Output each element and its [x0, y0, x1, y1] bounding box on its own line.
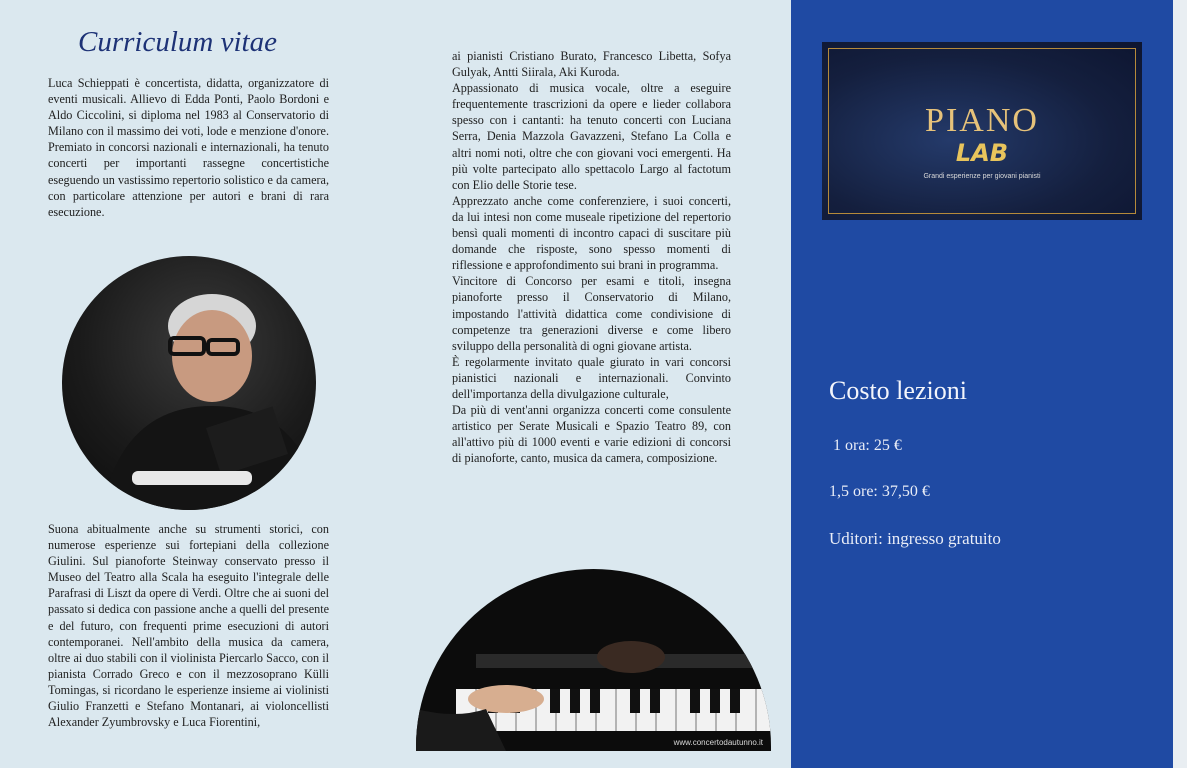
cost-one-hour: 1 ora: 25 € — [833, 437, 902, 454]
cost-one-and-half-hours: 1,5 ore: 37,50 € — [829, 483, 930, 500]
right-edge-strip — [1173, 0, 1187, 768]
logo-word-lab: LAB — [955, 139, 1009, 167]
cv-text-lecturer: Apprezzato anche come conferenziere, i suoi concerti, da lui intesi non come museale ripetizione del repertorio bensì quali momenti di incontro capaci di suscitare più domande che risposte, sono spesso momenti di riflessione e approfondimento sui brani in programma. — [452, 193, 731, 273]
portrait-illustration — [62, 256, 316, 510]
cv-text-organizer: Da più di vent'anni organizza concerti come consulente artistico per Serate Musicali e Spazio Teatro 89, con all'attivo più di 1000 eventi e varie edizioni di concorsi di pianoforte, canto, musica da camera, composizione. — [452, 403, 731, 466]
logo-word-piano: PIANO — [925, 102, 1039, 139]
cv-paragraph-1: Luca Schieppati è concertista, didatta, organizzatore di eventi musicali. Allievo di Edda Ponti, Paolo Bordoni e Aldo Ciccolini, si diploma nel 1983 al Conservatorio di Milano con il massimo dei voti, lode e menzione d'onore. Premiato in concorsi nazionali e internazionali, ha tenuto concerti per importanti rassegne concertistiche eseguendo un vastissimo repertorio solistico e da camera, con particolare attenzione per autori e brani di rara esecuzione. — [48, 76, 329, 219]
cv-text-teaching: Vincitore di Concorso per esami e titoli, insegna pianoforte presso il Conservatorio di Milano, impostando l'attività didattica come condivisione di competenze tra generazioni diverse e come libero sviluppo della personalità di ogni giovane artista. — [452, 274, 731, 353]
cv-text-pianists: ai pianisti Cristiano Burato, Francesco Libetta, Sofya Gulyak, Antti Siirala, Aki Kuroda. — [452, 49, 731, 80]
cv-paragraph-2: Suona abitualmente anche su strumenti storici, con numerose esperienze sui fortepiani della collezione Giulini. Sul pianoforte Steinway conservato presso il Museo del Teatro alla Scala ha eseguito l'integrale delle Parafrasi di Liszt da opere di Verdi. Oltre che ai suoni del passato si dedica con passione anche a quelli del presente e del futuro, con frequenti prime esecuzioni di autori contemporanei. Nell'ambito della musica da camera, oltre ai duo stabili con il violinista Piercarlo Sacco, con il pianista Corrado Greco e con il mezzosoprano Külli Tomingas, si ricordano le esperienze insieme ai violinisti Giulio Franzetti e Stefano Montanari, ai violoncellisti Alexander Zyumbrovsky e Luca Fiorentini, — [48, 522, 329, 730]
portrait-photo — [62, 256, 316, 510]
cv-title: Curriculum vitae — [78, 26, 277, 58]
piano-lab-logo — [822, 42, 1142, 220]
cv-column-2-text — [452, 48, 731, 466]
photo-credit: www.concertodautunno.it — [673, 738, 763, 747]
cost-listeners: Uditori: ingresso gratuito — [829, 529, 1001, 548]
logo-tagline: Grandi esperienze per giovani pianisti — [923, 173, 1041, 180]
cv-text-vocal: Appassionato di musica vocale, oltre a eseguire frequentemente trascrizioni da opere e lieder collabora spesso con i cantanti: ha tenuto concerti con Luciana Serra, Denia Mazzola Gavazzeni, Stefano La Colla e altri nomi noti, oltre che con giovani voci emergenti. Ha più volte partecipato allo spettacolo Largo al factotum con Elio delle Storie tese. — [452, 81, 731, 192]
cv-text-juror: È regolarmente invitato quale giurato in vari concorsi pianistici nazionali e internazionali. Convinto dell'importanza della divulgazione culturale, — [452, 354, 731, 401]
cost-title: Costo lezioni — [829, 376, 967, 405]
